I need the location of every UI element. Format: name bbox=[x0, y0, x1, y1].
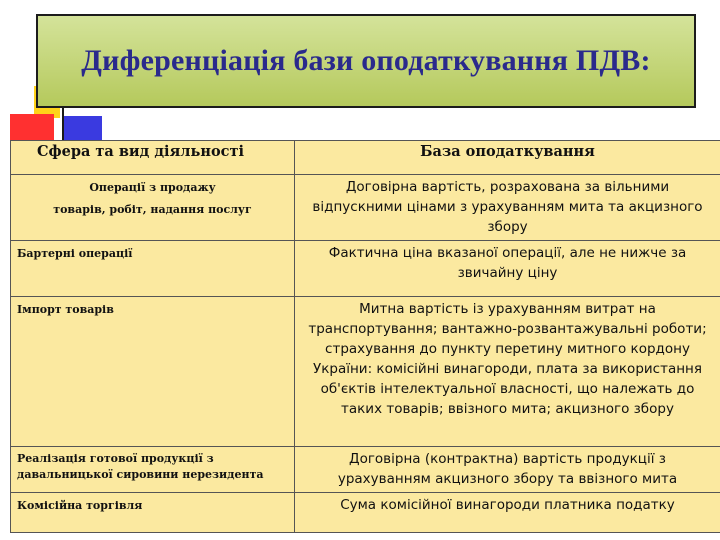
header-activity: Сфера та вид діяльності bbox=[11, 141, 295, 175]
activity-line: Імпорт товарів bbox=[17, 303, 114, 316]
tax-base-cell: Сума комісійної винагороди платника податку bbox=[295, 493, 720, 533]
activity-cell bbox=[11, 175, 295, 241]
activity-cell bbox=[11, 493, 295, 533]
tax-base-cell: Митна вартість із урахуванням витрат на транспортування; вантажно-розвантажувальні роботи; страхування до пункту перетину митного кордону України: комісійні винагороди, плата за використання об'єктів інтелектуальної власності, що належать до таких товарів; ввізного мита; акцизного збору bbox=[295, 297, 720, 447]
activity-cell bbox=[11, 447, 295, 493]
activity-line: Реалізація готової продукції з bbox=[17, 452, 214, 465]
header-tax-base: База оподаткування bbox=[295, 141, 720, 175]
slide-title: Диференціація бази оподаткування ПДВ: bbox=[81, 44, 651, 77]
table-row bbox=[11, 493, 720, 533]
activity-cell bbox=[11, 241, 295, 297]
tax-base-cell: Договірна (контрактна) вартість продукції з урахуванням акцизного збору та ввізного мита bbox=[295, 447, 720, 493]
tax-base-cell: Договірна вартість, розрахована за вільними відпускними цінами з урахуванням мита та акцизного збору bbox=[295, 175, 720, 241]
activity-line: Бартерні операції bbox=[17, 247, 133, 260]
table-row bbox=[11, 297, 720, 447]
tax-base-table bbox=[10, 140, 720, 533]
decor-red-square bbox=[10, 114, 54, 142]
activity-line: давальницької сировини нерезидента bbox=[17, 468, 264, 481]
decor-blue-square bbox=[64, 116, 102, 142]
table-row bbox=[11, 241, 720, 297]
activity-cell bbox=[11, 297, 295, 447]
title-banner bbox=[36, 14, 696, 108]
table-header-row bbox=[11, 141, 720, 175]
activity-line: товарів, робіт, надання послуг bbox=[53, 203, 252, 216]
activity-line: Комісійна торгівля bbox=[17, 499, 143, 512]
table-row bbox=[11, 175, 720, 241]
activity-line: Операції з продажу bbox=[89, 181, 216, 194]
table-row bbox=[11, 447, 720, 493]
tax-base-cell: Фактична ціна вказаної операції, але не нижче за звичайну ціну bbox=[295, 241, 720, 297]
